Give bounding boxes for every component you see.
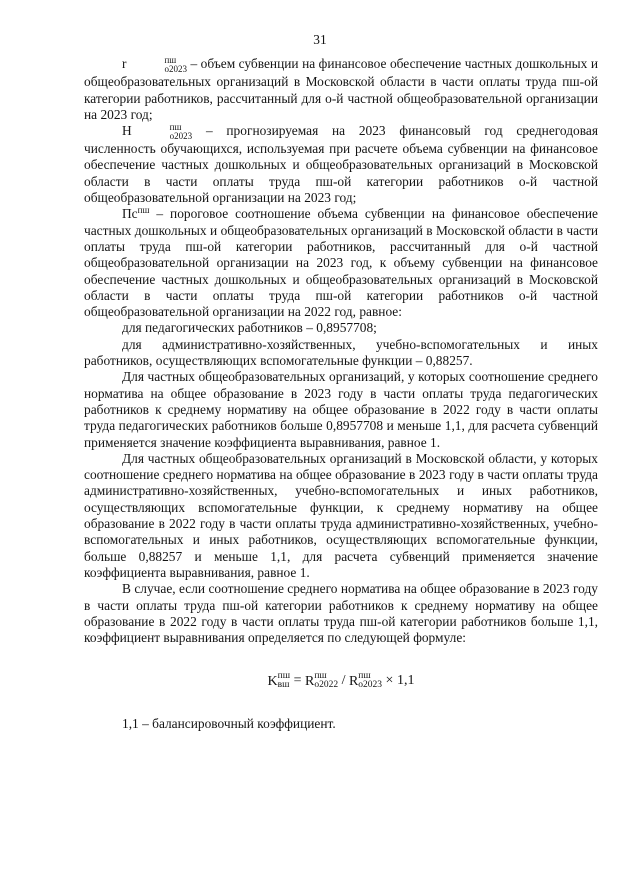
page-number: 31 (313, 32, 327, 47)
symbol-h-o2023 (122, 122, 193, 142)
symbol-sup: пш (137, 204, 150, 215)
symbol-r-o2023 (122, 55, 187, 75)
formula-r-2023 (348, 671, 383, 691)
symbol-base: Пс (122, 206, 138, 222)
formula-k (267, 671, 291, 691)
formula-k-sup: пш (277, 671, 291, 682)
paragraph-formula-intro: В случае, если соотношение среднего норматива на общее образование в 2023 году в части оплаты труда пш-ой категории работников к среднему нормативу на общее образование в 2022 году в части оплаты труда пш-ой категории работников больше 1,1, коэффициент выравнивания определяется по следующей формуле: (84, 581, 598, 646)
formula-r1-base: R (304, 673, 315, 689)
symbol-base: r (122, 56, 127, 72)
definition-threshold (84, 206, 598, 320)
symbol-sub: o2023 (169, 131, 193, 142)
list-item-teachers: для педагогических работников – 0,8957708; (122, 320, 377, 336)
footnote-balancing-coefficient: 1,1 – балансировочный коэффициент. (122, 716, 336, 732)
formula-r-2022 (304, 671, 339, 691)
formula-r2-sup: пш (358, 671, 371, 682)
formula-divide: / (341, 673, 346, 689)
definition-text: – прогнозируемая на 2023 финансовый год среднегодовая численность обучающихся, используемая при расчете объема субвенции на финансовое обеспечение частных дошкольных и общеобразовательных организаций в Московской области в части оплаты труда пш-ой категории работников о-й частной общеобразовательной организации на 2023 год; (84, 123, 598, 206)
list-item-support-staff: для административно-хозяйственных, учебно-вспомогательных и иных работников, осуществляющих вспомогательные функции – 0,88257. (84, 336, 598, 369)
symbol-sup: пш (164, 55, 177, 66)
definition-h-o2023 (84, 123, 598, 206)
formula-r2-base: R (348, 673, 359, 689)
formula-equals: = (293, 673, 302, 689)
formula-k-sub: вш (277, 680, 290, 691)
symbol-sup: пш (169, 122, 182, 133)
symbol-base: H (122, 123, 132, 139)
definition-r-o2023 (84, 56, 598, 123)
definition-text: – объем субвенции на финансовое обеспечение частных дошкольных и общеобразовательных организаций в Московской области в части оплаты труда пш-ой категории работников, рассчитанный для о-й частной общеобразовательной организации на 2023 год; (84, 56, 598, 122)
formula-r2-sub: o2023 (358, 680, 383, 691)
paragraph-teachers-coefficient: Для частных общеобразовательных организаций, у которых соотношение среднего норматива на общее образование в 2023 году в части оплаты труда педагогических работников к среднему нормативу на общее образование в 2022 году в части оплаты труда педагогических работников больше 0,8957708 и меньше 1,1, для расчета субвенций применяется значение коэффициента выравнивания, равное 1. (84, 369, 598, 450)
definition-text: – пороговое соотношение объема субвенции на финансовое обеспечение частных дошкольных и общеобразовательных организаций в Московской области в части оплаты труда пш-ой категории работников, рассчитанный для о-й частной общеобразовательной организации на 2023 год, к объему субвенции на финансовое обеспечение частных дошкольных и общеобразовательных организаций в Московской области в части оплаты труда пш-ой категории работников о-й частной общеобразовательной организации на 2022 год, равное: (84, 206, 598, 320)
formula-k-base: K (267, 673, 278, 689)
formula-r1-sup: пш (314, 671, 327, 682)
formula-multiplier: × 1,1 (385, 673, 415, 689)
symbol-sub: o2023 (164, 64, 187, 75)
alignment-formula (84, 672, 598, 690)
formula-r1-sub: o2022 (314, 680, 339, 691)
paragraph-support-coefficient: Для частных общеобразовательных организаций в Московской области, у которых соотношение среднего норматива на общее образование в 2023 году в части оплаты труда административно-хозяйственных, учебно-вспомогательных и иных работников, осуществляющих вспомогательные функции, к среднему нормативу на общее образование в 2022 году в части оплаты труда административно-хозяйственных, учебно-вспомогательных и иных работников, осуществляющих вспомогательные функции, больше 0,88257 и меньше 1,1, для расчета субвенций применяется значение коэффициента выравнивания, равное 1. (84, 450, 598, 580)
symbol-threshold (122, 206, 149, 221)
